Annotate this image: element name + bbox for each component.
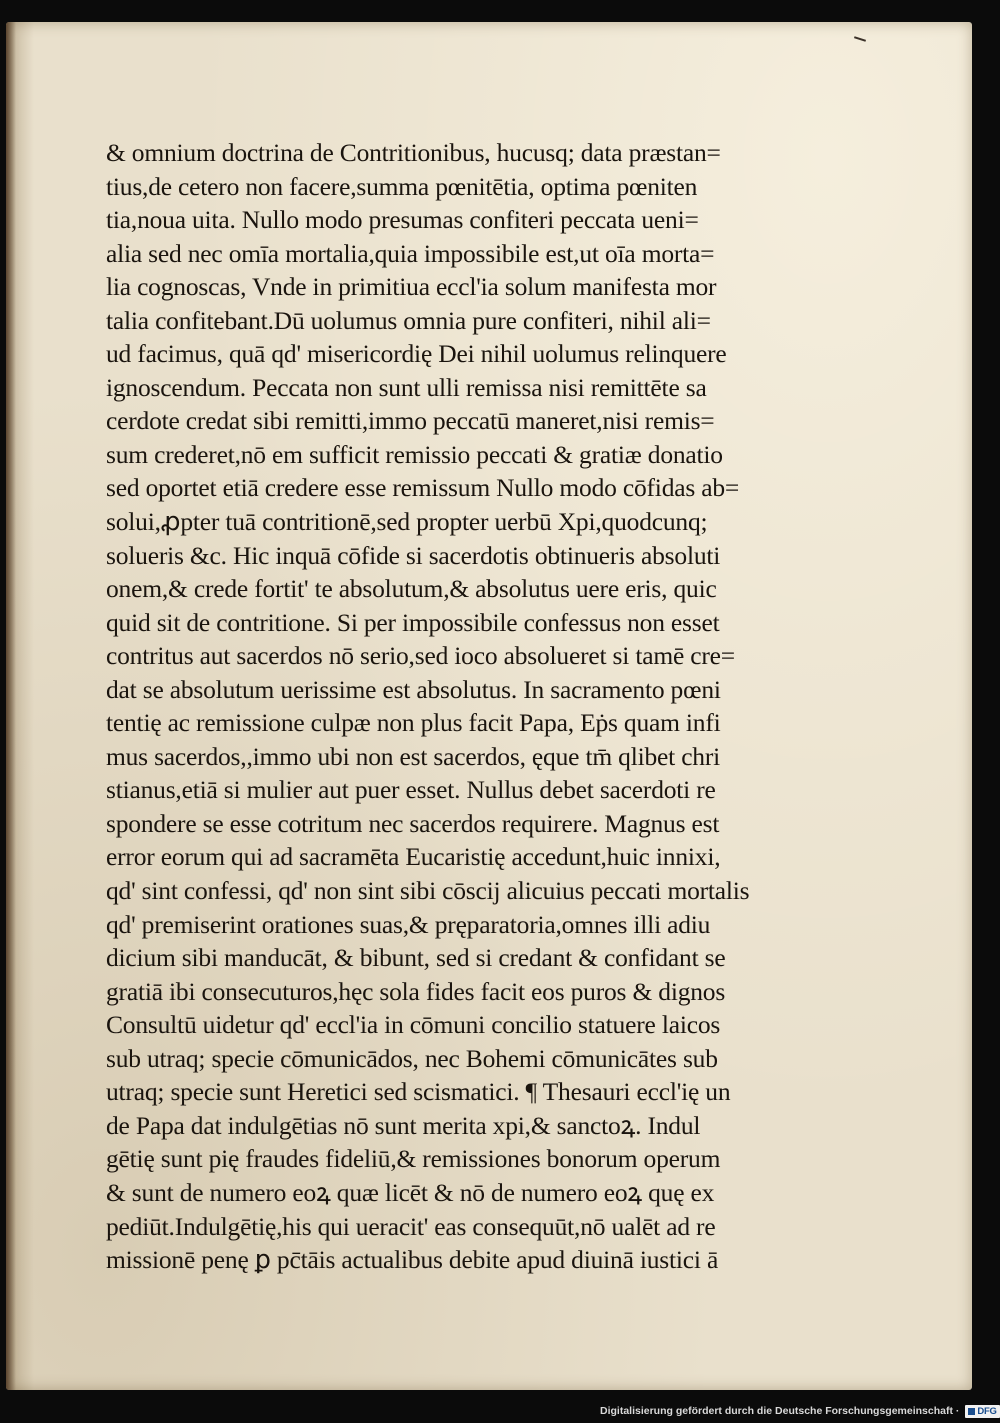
text-line-13: solueris &c. Hic inquā cōfide si sacerdotis obtinueris absoluti: [106, 540, 721, 570]
text-line-2: tius,de cetero non facere,summa pœnitētia, optima pœniten: [106, 171, 698, 201]
dfg-logo-icon: [965, 1405, 999, 1418]
text-line-21: spondere se esse cotritum nec sacerdos requirere. Magnus est: [106, 808, 720, 838]
text-line-30: de Papa dat indulgētias nō sunt merita xpi,& sanctoꝝ. Indul: [106, 1110, 701, 1140]
text-line-9: cerdote credat sibi remitti,immo peccatū maneret,nisi remis=: [106, 406, 715, 436]
text-line-29: utraq; specie sunt Heretici sed scismatici. ¶ Thesauri eccl'ię un: [106, 1077, 731, 1107]
text-line-31: gētię sunt pię fraudes fideliū,& remissiones bonorum operum: [106, 1144, 721, 1174]
page-text: [106, 136, 866, 1277]
text-line-8: ignoscendum. Peccata non sunt ulli remissa nisi remittēte sa: [106, 372, 707, 402]
text-line-25: dicium sibi manducāt, & bibunt, sed si credant & confidant se: [106, 943, 726, 973]
text-line-16: contritus aut sacerdos nō serio,sed ioco absolueret si tamē cre=: [106, 641, 735, 671]
dfg-logo-label: DFG: [977, 1405, 997, 1417]
text-line-1: & omnium doctrina de Contritionibus, hucusq; data præstan=: [106, 138, 721, 167]
text-line-7: ud facimus, quā qd' misericordię Dei nihil uolumus relinquere: [106, 339, 727, 369]
text-line-19: mus sacerdos,,immo ubi non est sacerdos, ęque tm̄ qlibet chri: [106, 741, 721, 771]
page-corner-mark: [854, 36, 866, 42]
text-line-5: lia cognoscas, Vnde in primitiua eccl'ia solum manifesta mor: [106, 272, 717, 302]
text-line-24: qd' premiserint orationes suas,& pręparatoria,omnes illi adiu: [106, 909, 711, 939]
text-line-32: & sunt de numero eoꝝ quæ licēt & nō de numero eoꝝ quę ex: [106, 1177, 715, 1207]
text-line-27: Consultū uidetur qd' eccl'ia in cōmuni concilio statuere laicos: [106, 1010, 721, 1040]
text-line-12: solui,ꝓpter tuā contritionē,sed propter uerbū Xpi,quodcunq;: [106, 507, 708, 537]
page-edge: [6, 22, 16, 1390]
footer-credit: [600, 1404, 1000, 1418]
text-line-17: dat se absolutum uerissime est absolutus. In sacramento pœni: [106, 674, 721, 704]
text-line-15: quid sit de contritione. Si per impossibile confessus non esset: [106, 607, 720, 637]
text-line-26: gratiā ibi consecuturos,hęc sola fides facit eos puros & dignos: [106, 976, 726, 1006]
text-line-22: error eorum qui ad sacramēta Eucaristię accedunt,huic innixi,: [106, 842, 721, 872]
dfg-logo-square: [968, 1408, 975, 1415]
text-line-11: sed oportet etiā credere esse remissum Nullo modo cōfidas ab=: [106, 473, 740, 503]
text-line-20: stianus,etiā si mulier aut puer esset. Nullus debet sacerdoti re: [106, 775, 716, 805]
text-line-23: qd' sint confessi, qd' non sint sibi cōscij alicuius peccati mortalis: [106, 876, 750, 906]
text-line-4: alia sed nec omīa mortalia,quia impossibile est,ut oīa morta=: [106, 238, 715, 268]
text-line-3: tia,noua uita. Nullo modo presumas confiteri peccata ueni=: [106, 205, 699, 235]
text-line-14: onem,& crede fortit' te absolutum,& absolutus uere eris, quic: [106, 574, 717, 604]
text-line-18: tentię ac remissione culpæ non plus facit Papa, Eṗs quam infi: [106, 708, 721, 738]
text-line-6: talia confitebant.Dū uolumus omnia pure confiteri, nihil ali=: [106, 305, 711, 335]
text-line-34: missionē penę ꝑ pc̄tāis actualibus debite apud diuinā iustici ā: [106, 1245, 719, 1275]
text-line-28: sub utraq; specie cōmunicādos, nec Bohemi cōmunicātes sub: [106, 1043, 718, 1073]
book-page: [6, 22, 972, 1390]
footer-text: Digitalisierung gefördert durch die Deutsche Forschungsgemeinschaft ·: [600, 1405, 960, 1417]
text-line-10: sum crederet,nō em sufficit remissio peccati & gratiæ donatio: [106, 439, 723, 469]
text-line-33: pediūt.Indulgētię,his qui ueracit' eas consequūt,nō ualēt ad re: [106, 1211, 716, 1241]
